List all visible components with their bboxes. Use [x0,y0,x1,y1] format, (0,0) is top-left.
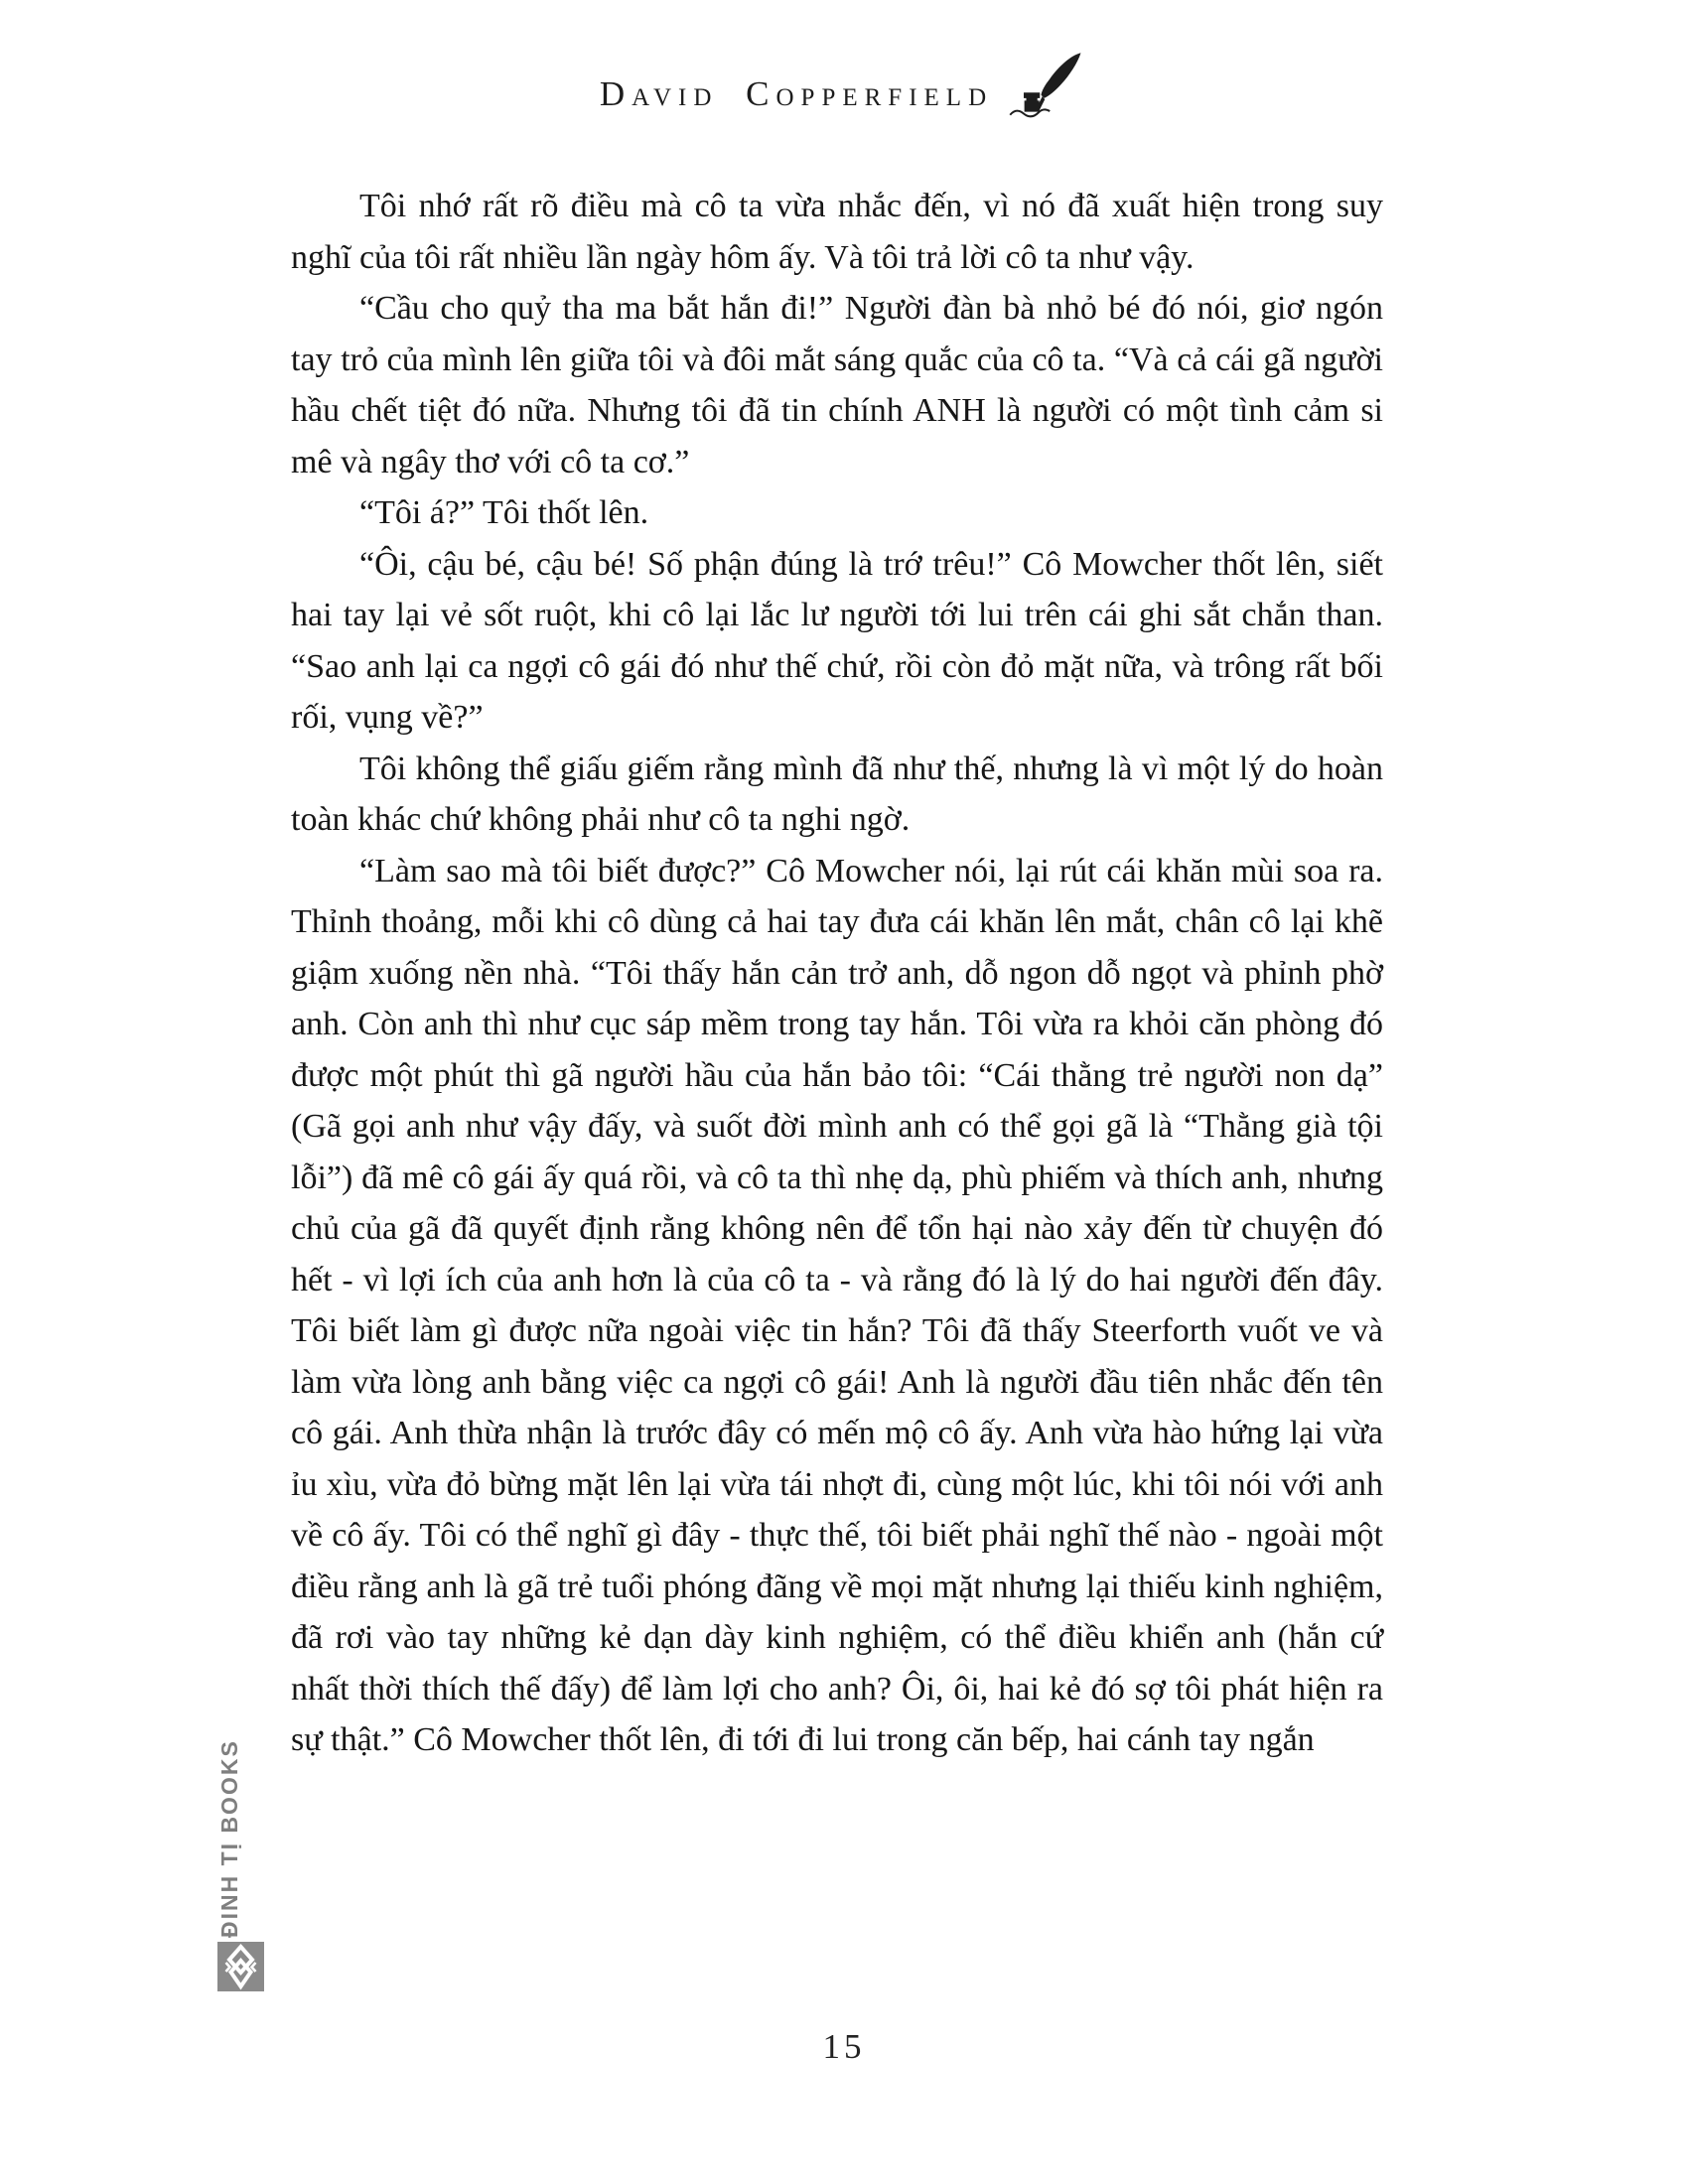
page-number: 15 [822,2027,866,2066]
publisher-name: ĐINH TỊ BOOKS [216,1739,242,1938]
paragraph: “Tôi á?” Tôi thốt lên. [359,494,649,531]
page-header [0,52,1688,117]
paragraph: Tôi nhớ rất rõ điều mà cô ta vừa nhắc đến, vì nó đã xuất hiện trong suy nghĩ của tôi rất nhiều lần ngày hôm ấy. Và tôi trả lời cô ta như vậy. [291,188,1383,276]
dinh-ti-diamond-logo [217,1942,264,1991]
paragraph: “Cầu cho quỷ tha ma bắt hắn đi!” Người đàn bà nhỏ bé đó nói, giơ ngón tay trỏ của mình lên giữa tôi và đôi mắt sáng quắc của cô ta. “Và cả cái gã người hầu chết tiệt đó nữa. Nhưng tôi đã tin chính ANH là người có một tình cảm si mê và ngây thơ với cô ta cơ.” [291,290,1383,480]
paragraph: Tôi không thể giấu giếm rằng mình đã như thế, nhưng là vì một lý do hoàn toàn khác chứ không phải như cô ta nghi ngờ. [291,750,1383,838]
body-text [291,181,1383,1766]
paragraph: “Làm sao mà tôi biết được?” Cô Mowcher nói, lại rút cái khăn mùi soa ra. Thỉnh thoảng, mỗi khi cô dùng cả hai tay đưa cái khăn lên mắt, chân cô lại khẽ giậm xuống nền nhà. “Tôi thấy hắn cản trở anh, dỗ ngon dỗ ngọt và phỉnh phờ anh. Còn anh thì như cục sáp mềm trong tay hắn. Tôi vừa ra khỏi căn phòng đó được một phút thì gã người hầu của hắn bảo tôi: “Cái thằng trẻ người non dạ” (Gã gọi anh như vậy đấy, và suốt đời mình anh có thể gọi gã là “Thằng già tội lỗi”) đã mê cô gái ấy quá rồi, và cô ta thì nhẹ dạ, phù phiếm và thích anh, nhưng chủ của gã đã quyết định rằng không nên để tổn hại nào xảy đến từ chuyện đó hết - vì lợi ích của anh hơn là của cô ta - và rằng đó là lý do hai người đến đây. Tôi biết làm gì được nữa ngoài việc tin hắn? Tôi đã thấy Steerforth vuốt ve và làm vừa lòng anh bằng việc ca ngợi cô gái! Anh là người đầu tiên nhắc đến tên cô gái. Anh thừa nhận là trước đây có mến mộ cô ấy. Anh vừa hào hứng lại vừa ỉu xìu, vừa đỏ bừng mặt lên lại vừa tái nhợt đi, cùng một lúc, khi tôi nói với anh về cô ấy. Tôi có thể nghĩ gì đây - thực thế, tôi biết phải nghĩ thế nào - ngoài một điều rằng anh là gã trẻ tuổi phóng đãng về mọi mặt nhưng lại thiếu kinh nghiệm, đã rơi vào tay những kẻ dạn dày kinh nghiệm, có thể điều khiển anh (hắn cứ nhất thời thích thế đấy) để làm lợi cho anh? Ôi, ôi, hai kẻ đó sợ tôi phát hiện ra sự thật.” Cô Mowcher thốt lên, đi tới đi lui trong căn bếp, hai cánh tay ngắn [291,852,1383,1758]
quill-inkwell-icon [1009,52,1088,121]
page-footer [0,2027,1688,2067]
running-head-title: David Copperfield [599,74,994,113]
paragraph: “Ôi, cậu bé, cậu bé! Số phận đúng là trớ trêu!” Cô Mowcher thốt lên, siết hai tay lại vẻ sốt ruột, khi cô lại lắc lư người tới lui trên cái ghi sắt chắn than. “Sao anh lại ca ngợi cô gái đó như thế chứ, rồi còn đỏ mặt nữa, và trông rất bối rối, vụng về?” [291,545,1383,736]
